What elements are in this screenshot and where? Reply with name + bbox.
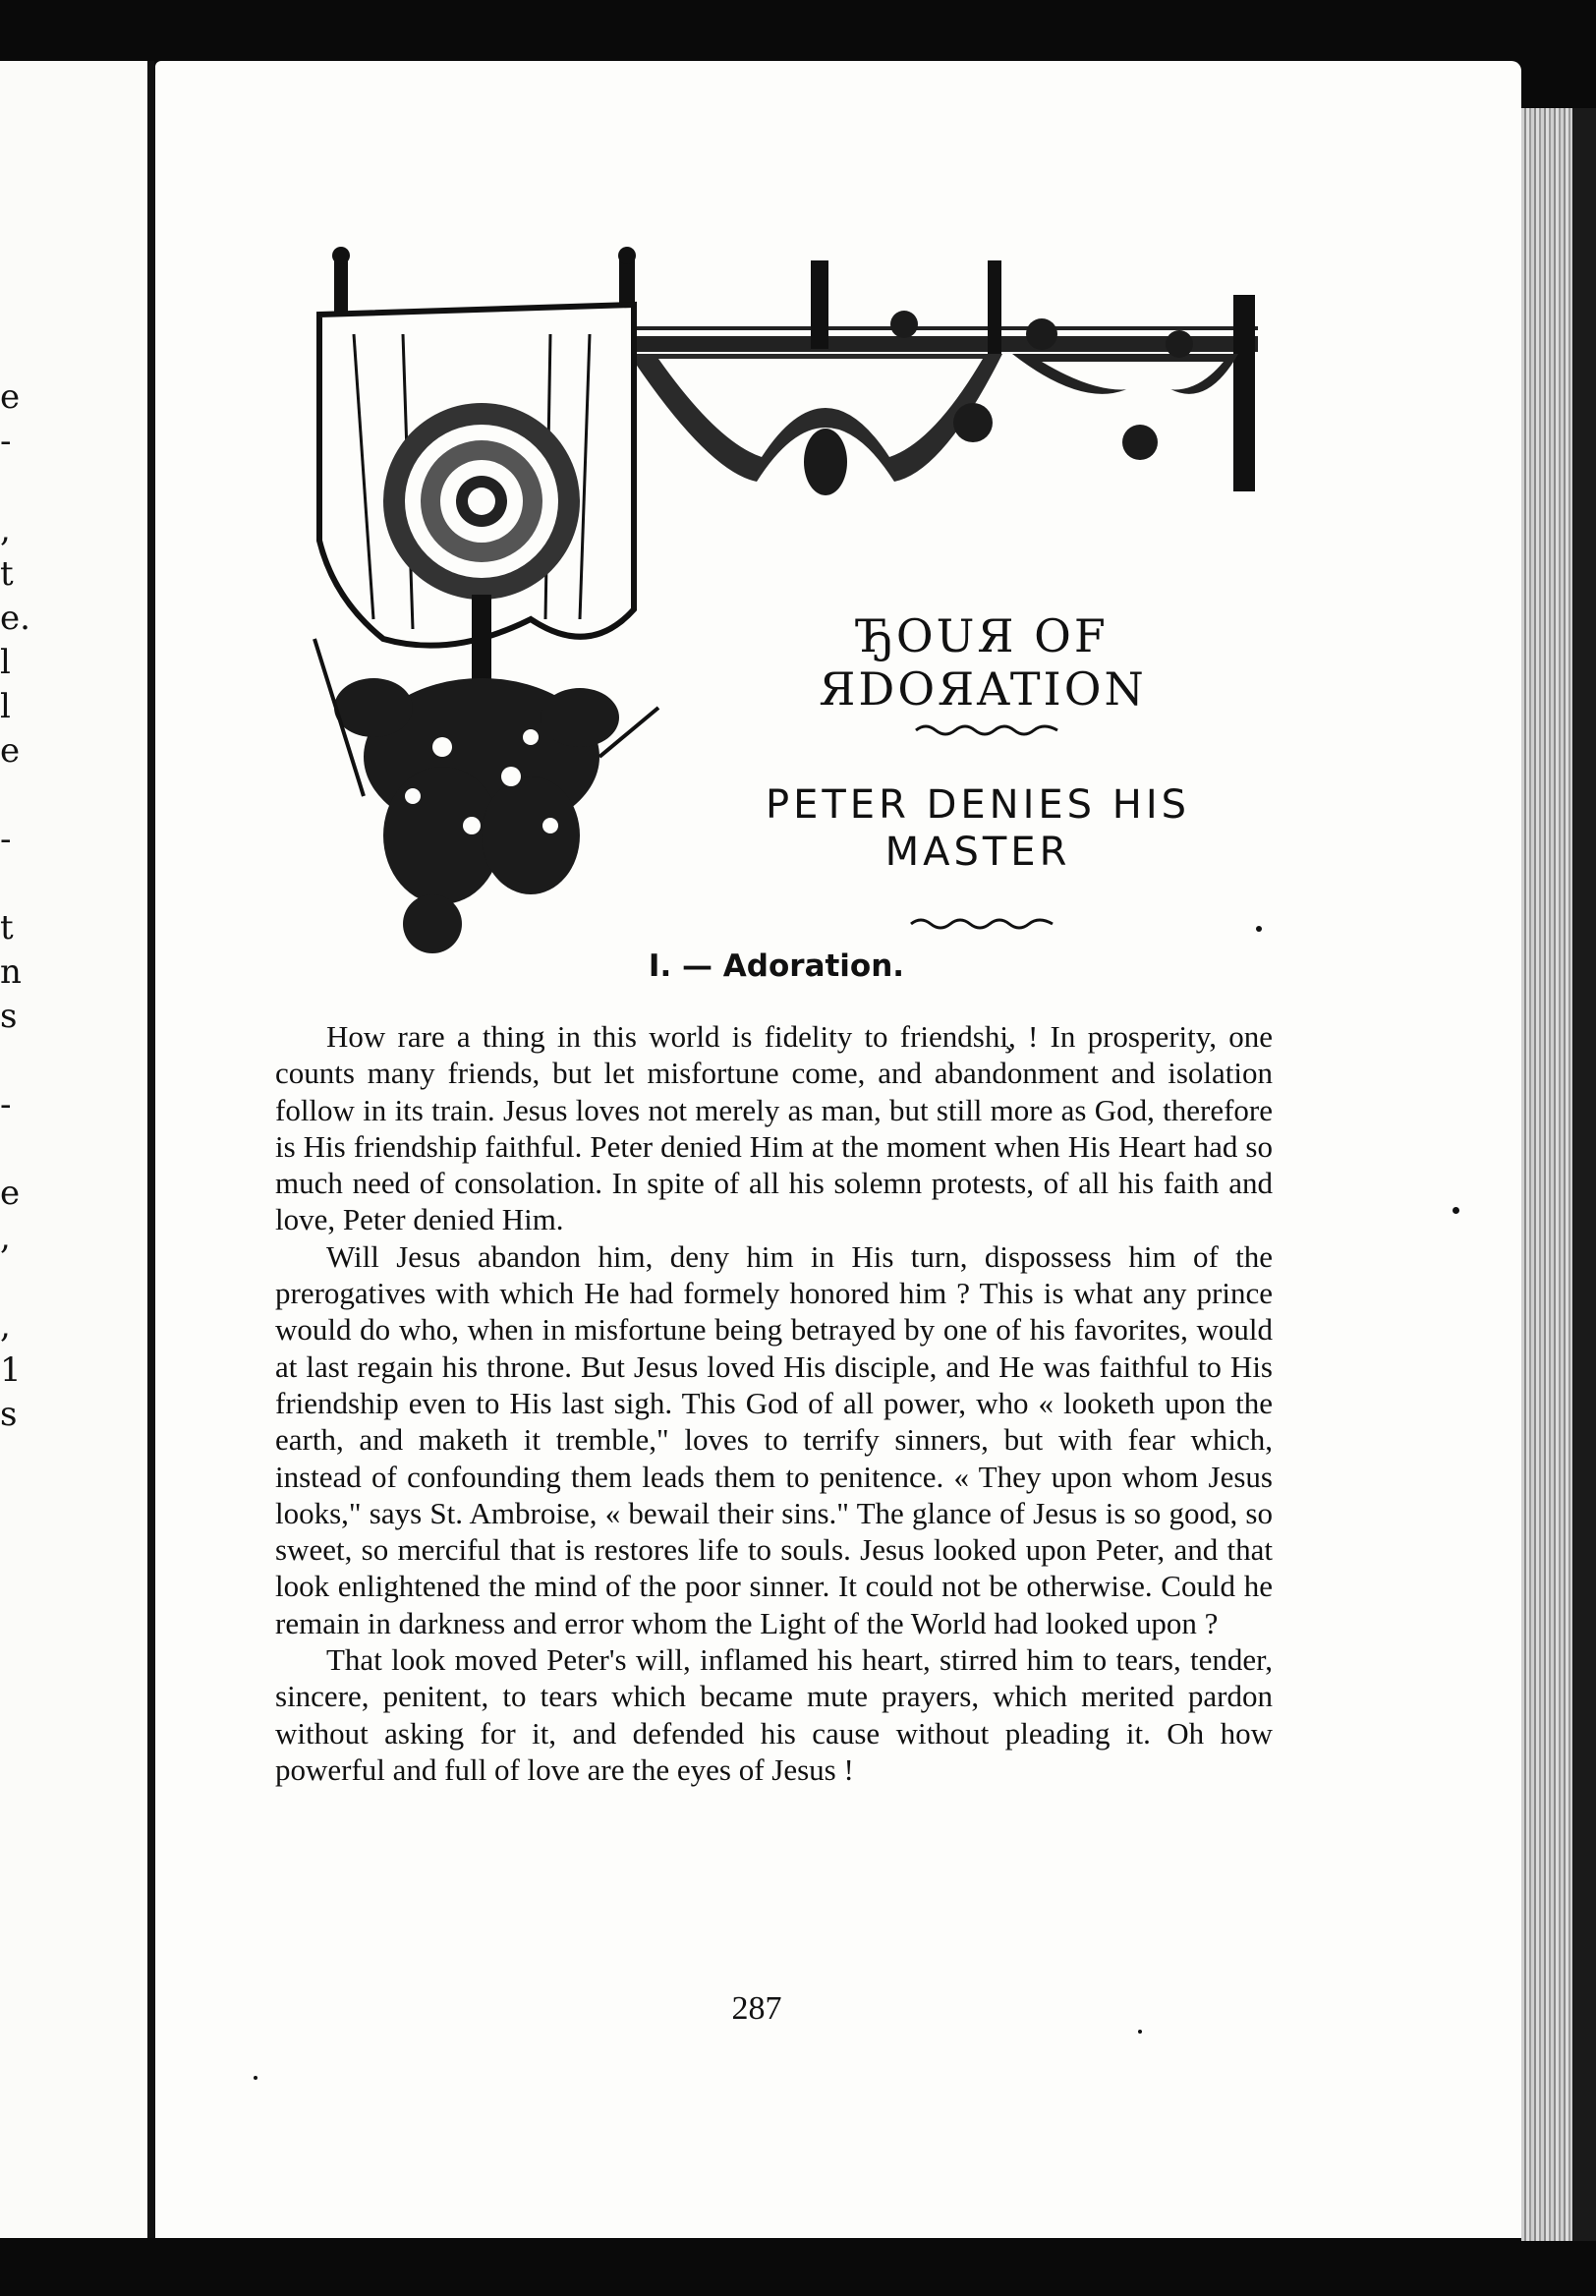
chapter-title-line-1: PETER DENIES HIS (765, 782, 1191, 828)
previous-page-text-edge: e - , t e. l l e - t n s - e , , 1 s (0, 377, 30, 1434)
title-swash-upper (914, 720, 1061, 740)
paragraph-3: That look moved Peter's will, inflamed his heart, stirred him to tears, tender, sincere, penitent, to tears which became mute prayers, which merited pardon without asking for it, and defended his cause without pleading it. Oh how powerful and full of love are the eyes of Jesus ! (275, 1642, 1273, 1787)
page-number: 287 (731, 1990, 782, 2027)
scan-speck (254, 2076, 257, 2080)
paragraph-2: Will Jesus abandon him, deny him in His turn, dispossess him of the prerogatives with which He had formely honored him ? This is what any prince would do who, when in misfortune being betrayed by one of his favorites, would at last regain his throne. But Jesus loved His disciple, and He was faithful to His friendship even to His last sigh. This God of all power, who « looketh upon the earth, and maketh it tremble," loves to terrify sinners, but with fear which, instead of confounding them leads them to penitence. « They upon whom Jesus looks," says St. Ambroise, « bewail their sins." The glance of Jesus is so good, so sweet, so merciful that is restores life to souls. Jesus looked upon Peter, and that look enlightened the mind of the poor sinner. It could not be otherwise. Could he remain in darkness and error whom the Light of the World had looked upon ? (275, 1238, 1273, 1640)
chapter-title (678, 781, 1278, 876)
body-text (275, 1018, 1273, 1788)
chapter-title-line-2: MASTER (884, 830, 1071, 875)
paragraph-1: How rare a thing in this world is fidelity to friendshi̧, ! In prosperity, one counts many friends, but let misfortune come, and abandonment and isolation follow in its train. Jesus loves not merely as man, but still more as God, therefore is His friendship faithful. Peter denied Him at the moment when His Heart had so much need of consolation. In spite of all his solemn protests, of all his faith and love, Peter denied Him. (275, 1019, 1273, 1237)
scan-speck (1138, 2030, 1142, 2034)
scan-speck (1256, 926, 1262, 932)
scan-border (1572, 108, 1596, 2241)
section-heading: I. — Adoration. (648, 948, 905, 984)
title-swash-lower (909, 914, 1056, 934)
previous-page-fragment (0, 61, 154, 2238)
series-title: ЂOUЯ OF ЯDOЯATION (819, 609, 1147, 716)
scan-speck (1453, 1207, 1459, 1214)
